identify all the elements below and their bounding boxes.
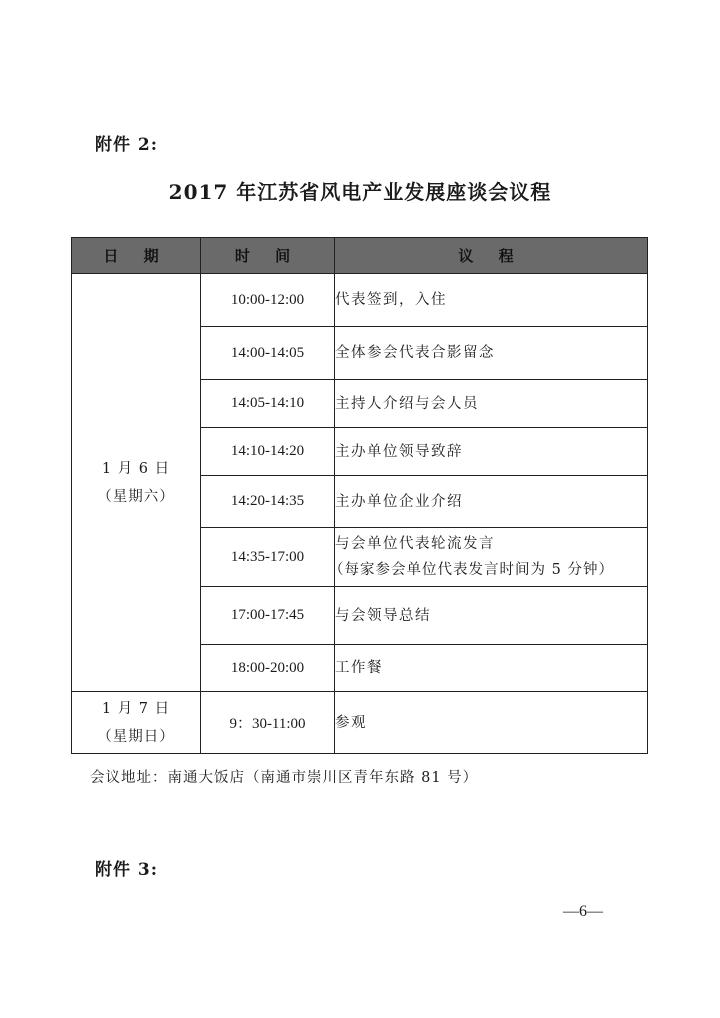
header-date: 日 期: [72, 238, 201, 274]
time-cell: 14:20-14:35: [201, 476, 335, 528]
time-cell: 9：30-11:00: [201, 692, 335, 754]
agenda-item: 主办单位领导致辞: [335, 428, 648, 476]
agenda-item: 主办单位企业介绍: [335, 476, 648, 528]
time-cell: 18:00-20:00: [201, 645, 335, 692]
weekday-day1: （星期六）: [97, 488, 175, 505]
venue-address: 会议地址：南通大饭店（南通市崇川区青年东路 81 号）: [90, 770, 479, 786]
time-cell: 14:35-17:00: [201, 528, 335, 587]
header-time: 时 间: [201, 238, 335, 274]
agenda-item-text: 与会单位代表轮流发言: [335, 536, 495, 552]
agenda-item: 工作餐: [335, 645, 648, 692]
agenda-item: 代表签到，入住: [335, 274, 648, 327]
time-cell: 14:05-14:10: [201, 380, 335, 428]
page-title: 2017 年江苏省风电产业发展座谈会议程: [168, 180, 552, 204]
date-day2: 1 月 7 日: [101, 700, 171, 717]
page-number: —6—: [563, 903, 603, 920]
time-cell: 14:00-14:05: [201, 327, 335, 380]
table-header-row: [72, 238, 648, 274]
table-row: [72, 692, 648, 754]
table-row: [72, 274, 648, 327]
attachment-3-label: 附件 3:: [95, 860, 159, 880]
attachment-2-label: 附件 2:: [95, 135, 159, 155]
time-cell: 10:00-12:00: [201, 274, 335, 327]
weekday-day2: （星期日）: [97, 728, 175, 745]
date-day1: 1 月 6 日: [101, 460, 171, 477]
date-cell-day1: [72, 274, 201, 692]
date-cell-day2: [72, 692, 201, 754]
agenda-item: 与会领导总结: [335, 587, 648, 645]
agenda-item-note: （每家参会单位代表发言时间为 5 分钟）: [329, 562, 614, 578]
header-agenda: 议 程: [335, 238, 648, 274]
agenda-item: 参观: [335, 692, 648, 754]
agenda-table: [71, 237, 648, 754]
agenda-item: 主持人介绍与会人员: [335, 380, 648, 428]
time-cell: 14:10-14:20: [201, 428, 335, 476]
agenda-item: [329, 528, 648, 587]
time-cell: 17:00-17:45: [201, 587, 335, 645]
agenda-item: 全体参会代表合影留念: [335, 327, 648, 380]
